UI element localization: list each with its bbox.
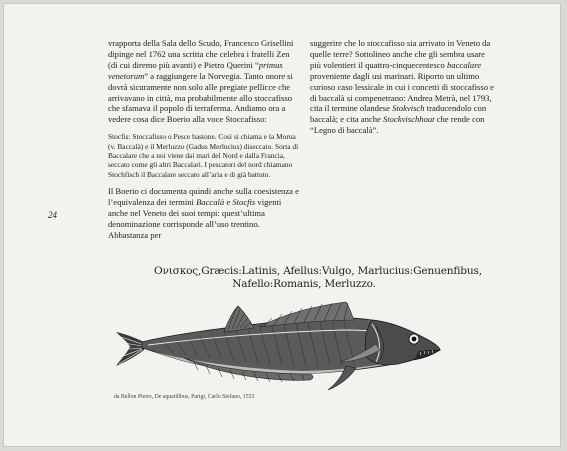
right-paragraph-1 [310, 38, 498, 136]
text-run: primus venetorum [108, 59, 283, 81]
figure-caption [154, 265, 482, 291]
text-run: Stokvisch [392, 103, 425, 114]
text-run: Baccalà [196, 197, 225, 208]
book-page [4, 4, 560, 446]
figure-credit [114, 394, 254, 400]
text-run: baccalare [446, 59, 482, 70]
left-paragraph-1 [108, 38, 300, 125]
text-run: e [224, 197, 233, 208]
text-run: traducendolo con baccalà; e cita anche [310, 103, 487, 125]
text-run: Stocfis [232, 197, 256, 208]
text-run: proveniente dagli usi marinari. Riporto un ultimo curioso caso lessicale in cui i concetti di stoccafisso e di baccalà si compenetrano: Andrea Metrà, nel 1793, cita il termine olandese [310, 70, 494, 114]
left-text-column [108, 38, 300, 241]
right-text-column [310, 38, 498, 136]
figure-caption-line-1: Ονισκος,Græcis:Latinis, Afellus:Vulgo, Marlucius:Genuenfibus, [154, 265, 482, 277]
text-run: ” a raggiungere la Norvegia. Tanto onore si dovrà sicuramente non solo alle pregiate pellicce che arrivavano in città, ma probabilmente allo stoccafisso che sfamava il popolo di terraferma. Andiamo ora a vedere cosa dice Boerio alla voce Stoccafisso: [108, 70, 293, 125]
text-run: vrapporta della Sala dello Scudo, Francesco Grisellini dipinge nel 1762 una scritta che celebra i fratelli Zen (di cui diremo più avanti) e Pietro Querini “ [108, 38, 294, 70]
figure-caption-line-2: Nafello:Romanis, Merluzzo. [232, 278, 376, 290]
boerio-quote: Stocfis: Stoccafisso o Pesce bastone. Così si chiama e la Morua (v. Baccalà) e il Merluzzo (Gadus Merlucius) diseccato. Sorta di Baccalare che a noi viene dai mari del Nord e dalla Francia, seccato come gli altri Baccalari. I pescatori del nord chiamano Stochfisch il Baccalare seccato all’aria e di già battuto. [108, 132, 299, 179]
figure-credit-text: da Bellon Pierre, De aquatilibus, Parigi, Carlo Stefano, 1553 [114, 394, 255, 400]
text-run: Stockvischhout [383, 114, 435, 125]
text-run: Il Boerio ci documenta quindi anche sulla coesistenza e l’equivalenza dei termini [108, 186, 299, 208]
text-run: che rende con “Legno di baccalà”. [310, 114, 485, 136]
left-paragraph-2 [108, 186, 300, 241]
hake-engraving [114, 292, 444, 392]
text-run: vigenti anche nel Veneto dei suoi tempi: quest’ultima denominazione corrisponde all’uso trentino. Abbastanza per [108, 197, 282, 240]
text-run: suggerire che lo stoccafisso sia arrivato in Veneto da quelle terre? Sottolineo anche che gli sembra usare più volentieri il quattro-cinquecentesco [310, 38, 491, 70]
page-number: 24 [48, 210, 57, 220]
